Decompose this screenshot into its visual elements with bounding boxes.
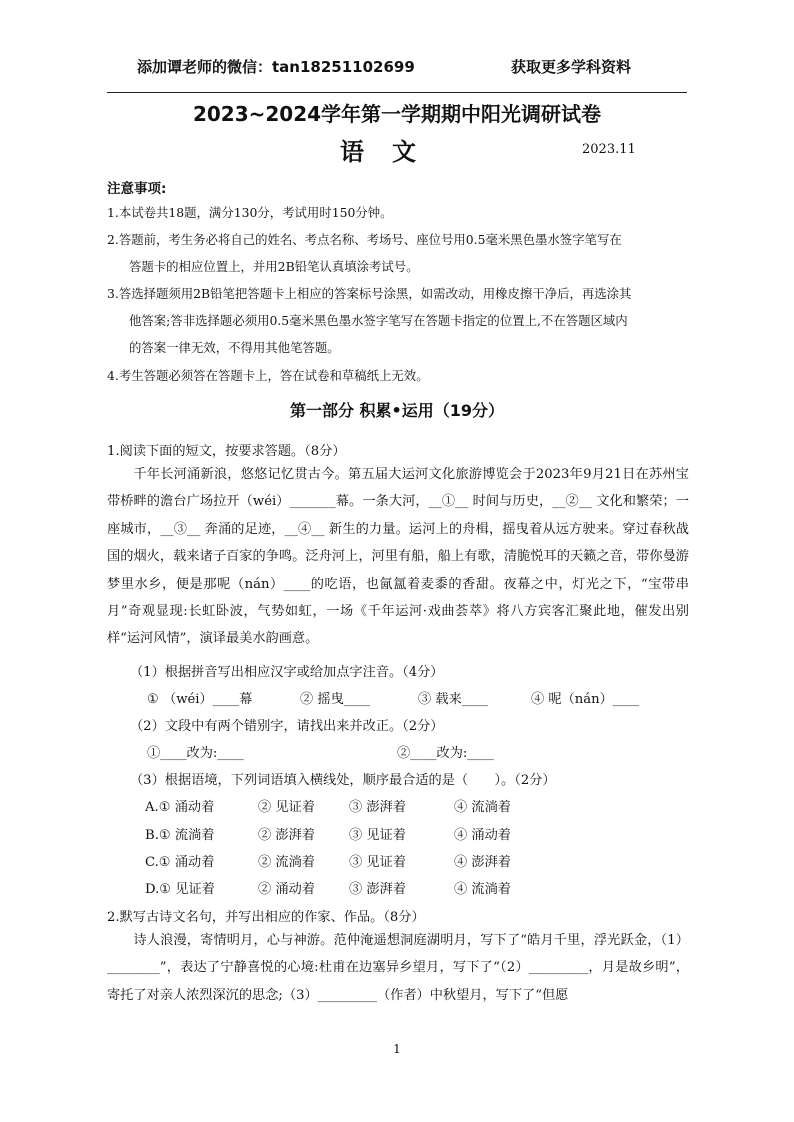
q1-sub1-item: ④ 呢（nán）____ xyxy=(531,692,640,707)
note-item: 3.答选择题须用2B铅笔把答题卡上相应的答案标号涂黑，如需改动，用橡皮擦干净后，再选涂其 xyxy=(107,286,632,301)
option-b-2: ② 澎湃着 xyxy=(258,828,315,843)
option-c-3: ③ 见证着 xyxy=(349,855,406,870)
q1-sub2-item: ①____改为:____ xyxy=(147,746,244,761)
exam-title: 2023~2024学年第一学期期中阳光调研试卷 xyxy=(192,102,602,126)
option-d-3: ③ 澎湃着 xyxy=(349,882,406,897)
note-item: 2.答题前，考生务必将自己的姓名、考点名称、考场号、座位号用0.5毫米黑色墨水签字笔写在 xyxy=(107,232,622,247)
exam-subject: 语文 xyxy=(340,138,444,166)
option-a-4: ④ 流淌着 xyxy=(454,800,511,815)
note-item: 4.考生答题必须答在答题卡上，答在试卷和草稿纸上无效。 xyxy=(107,368,429,383)
header-promo: 获取更多学科资料 xyxy=(511,58,632,76)
q1-sub1-item: ① （wéi）____幕 xyxy=(147,692,253,707)
q1-sub2-item: ②____改为:____ xyxy=(397,746,494,761)
header-divider xyxy=(107,92,687,93)
page-number: 1 xyxy=(393,1042,401,1056)
q2-passage: 诗人浪漫，寄情明月，心与神游。范仲淹遥想洞庭湖明月，写下了“皓月千里，浮光跃金，（1）________”，表达了宁静喜悦的心境:杜甫在边塞异乡望月，写下了“（2）_________，月是故乡明”，寄托了对亲人浓烈深沉的思念;（3）_________（作者）中秋望月，写下了“但愿 xyxy=(107,933,689,1003)
option-a-1: A.① 涌动着 xyxy=(145,800,215,815)
q1-sub1-item: ③ 载来____ xyxy=(418,692,489,707)
q1-sub3-title: （3）根据语境，下列词语填入横线处，顺序最合适的是（ ）。（2分） xyxy=(130,773,556,788)
q2-title: 2.默写古诗文名句，并写出相应的作家、作品。（8分） xyxy=(107,910,425,925)
q1-passage: 千年长河涌新浪，悠悠记忆贯古今。第五届大运河文化旅游博览会于2023年9月21日在苏州宝带桥畔的澹台广场拉开（wéi）_______幕。一条大河，__①__ 时间与历史，__②__ 文化和繁荣；一座城市，__③__ 奔涌的足迹，__④__ 新生的力量。运河上的舟楫，摇曳着从远方驶来。穿过春秋战国的烟火，载来诸子百家的争鸣。泛舟河上，河里有船，船上有歌，清脆悦耳的天籁之音，带你曼游梦里水乡，便是那呢（nán）____的吃语，也氤氲着麦黍的香甜。夜幕之中，灯光之下，“宝带串月”奇观显现:长虹卧波，气势如虹，一场《千年运河·戏曲荟萃》将八方宾客汇聚此地，催发出别样“运河风情”，演译最美水韵画意。 xyxy=(107,467,689,647)
q1-title: 1.阅读下面的短文，按要求答题。（8分） xyxy=(107,444,346,459)
option-d-4: ④ 流淌着 xyxy=(454,882,511,897)
header-contact: 添加谭老师的微信：tan18251102699 xyxy=(137,58,415,76)
exam-date: 2023.11 xyxy=(582,142,636,157)
option-d-1: D.① 见证着 xyxy=(145,882,215,897)
q1-sub1-item: ② 摇曳____ xyxy=(300,692,371,707)
option-c-2: ② 流淌着 xyxy=(258,855,315,870)
option-b-4: ④ 涌动着 xyxy=(454,828,511,843)
option-a-3: ③ 澎湃着 xyxy=(349,800,406,815)
note-item: 的答案一律无效，不得用其他笔答题。 xyxy=(129,340,340,355)
notes-title: 注意事项: xyxy=(107,181,167,197)
option-c-4: ④ 澎湃着 xyxy=(454,855,511,870)
note-item: 答题卡的相应位置上，并用2B铅笔认真填涂考试号。 xyxy=(129,259,419,274)
section-title: 第一部分 积累•运用（19分） xyxy=(289,401,505,420)
note-item: 他答案;答非选择题必须用0.5毫米黑色墨水签字笔写在答题卡指定的位置上,不在答题区域内 xyxy=(129,313,628,328)
option-c-1: C.① 涌动着 xyxy=(145,855,215,870)
option-a-2: ② 见证着 xyxy=(258,800,315,815)
option-b-3: ③ 见证着 xyxy=(349,828,406,843)
q1-sub1-title: （1）根据拼音写出相应汉字或给加点字注音。（4分） xyxy=(130,665,444,680)
option-b-1: B.① 流淌着 xyxy=(145,828,215,843)
q1-sub2-title: （2）文段中有两个错别字，请找出来并改正。（2分） xyxy=(130,719,444,734)
note-item: 1.本试卷共18题，满分130分，考试用时150分钟。 xyxy=(107,205,393,220)
option-d-2: ② 涌动着 xyxy=(258,882,315,897)
